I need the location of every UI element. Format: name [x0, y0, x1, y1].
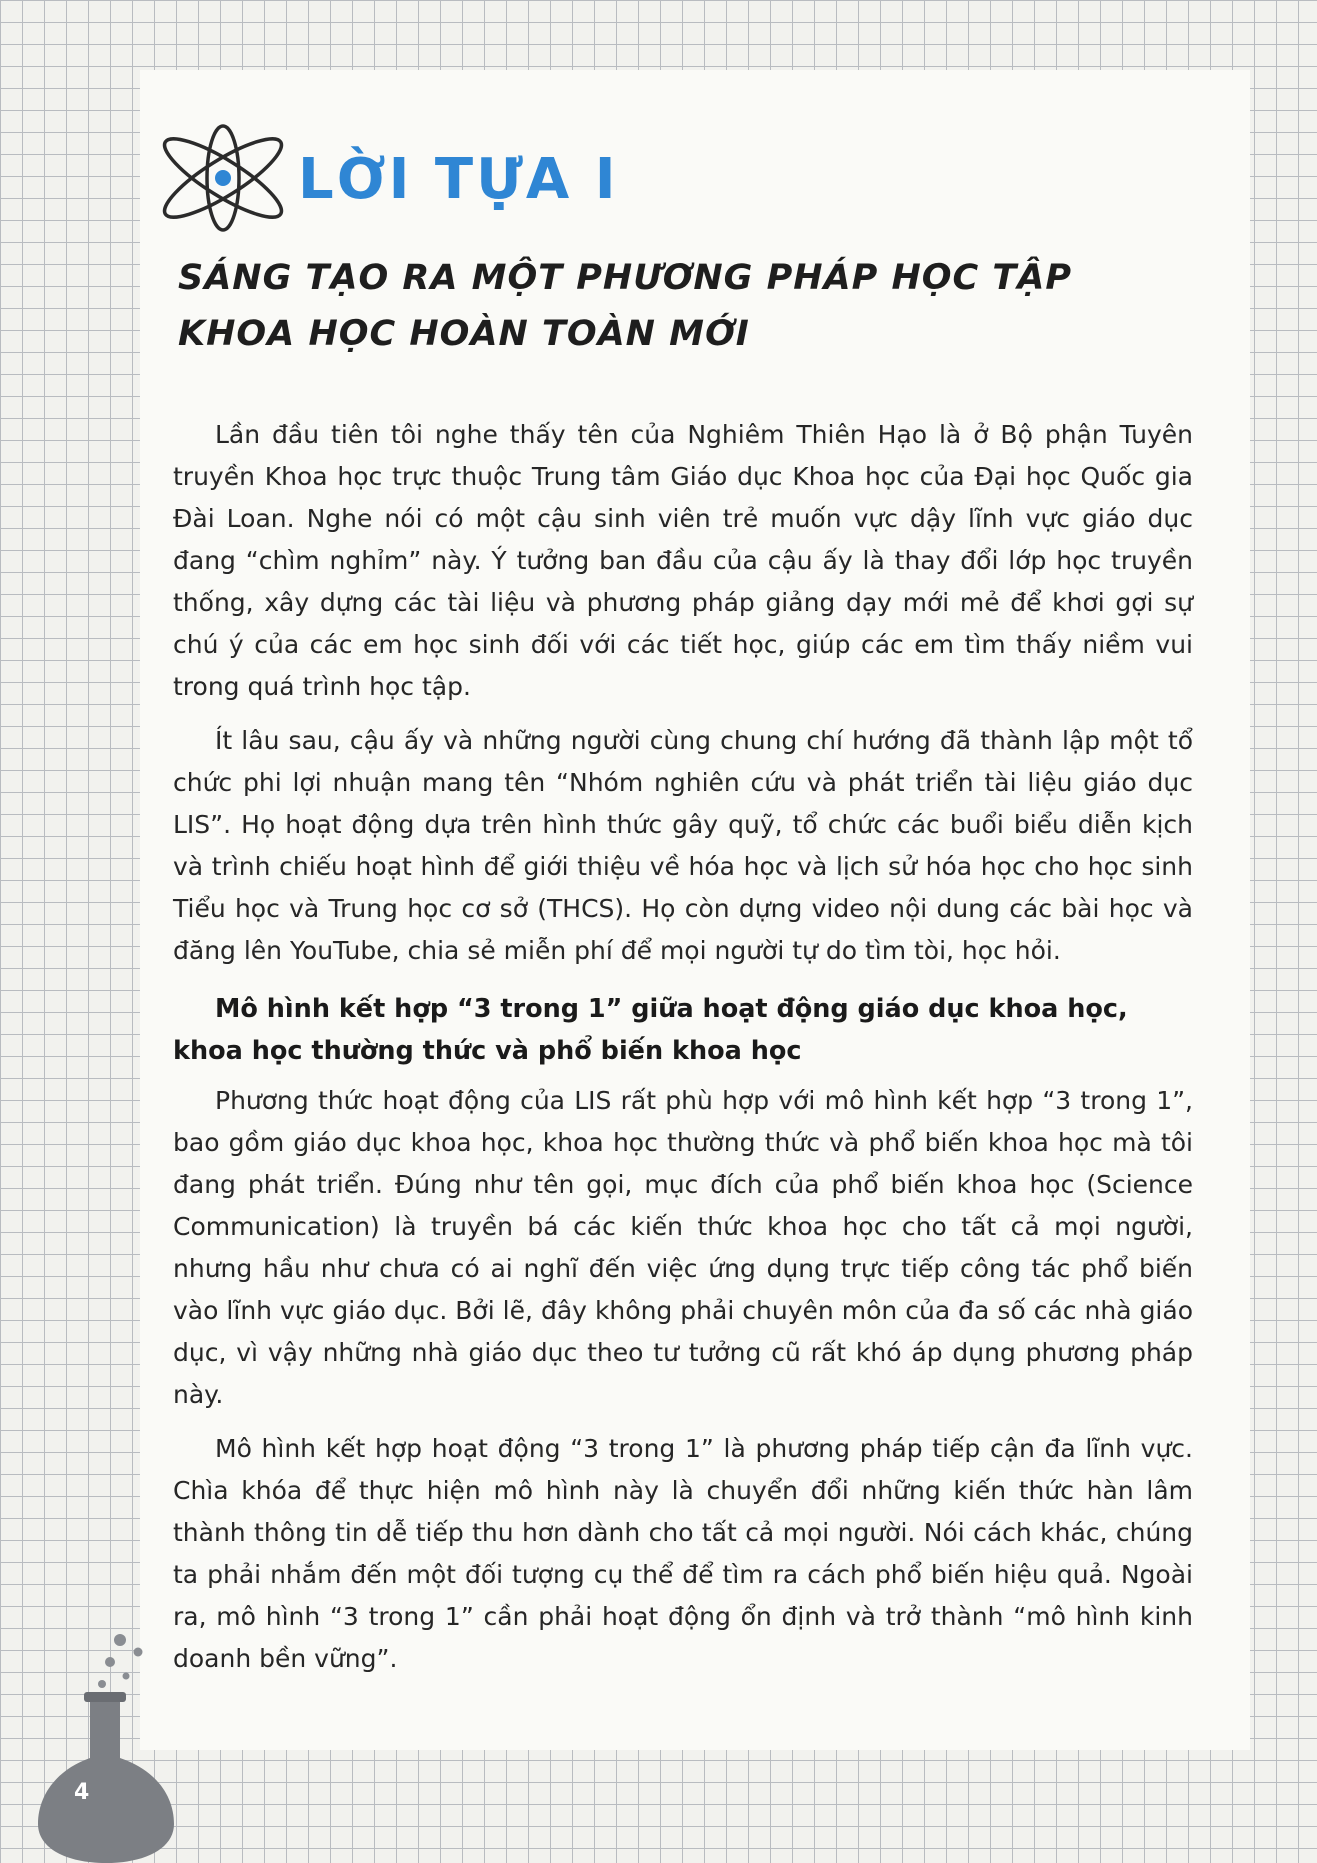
paragraph-lis: Ít lâu sau, cậu ấy và những người cùng chung chí hướng đã thành lập một tổ chức phi lợi nhuận mang tên “Nhóm nghiên cứu và phát triển tài liệu giáo dục LIS”. Họ hoạt động dựa trên hình thức gây quỹ, tổ chức các buổi biểu diễn kịch và trình chiếu hoạt hình để giới thiệu về hóa học và lịch sử hóa học cho học sinh Tiểu học và Trung học cơ sở (THCS). Họ còn dựng video nội dung các bài học và đăng lên YouTube, chia sẻ miễn phí để mọi người tự do tìm tòi, học hỏi. [173, 726, 1193, 965]
paragraph-method: Phương thức hoạt động của LIS rất phù hợp với mô hình kết hợp “3 trong 1”, bao gồm giáo dục khoa học, khoa học thường thức và phổ biến khoa học mà tôi đang phát triển. Đúng như tên gọi, mục đích của phổ biến khoa học (Science Communication) là truyền bá các kiến thức khoa học cho tất cả mọi người, nhưng hầu như chưa có ai nghĩ đến việc ứng dụng trực tiếp công tác phổ biến vào lĩnh vực giáo dục. Bởi lẽ, đây không phải chuyên môn của đa số các nhà giáo dục, vì vậy những nhà giáo dục theo tư tưởng cũ rất khó áp dụng phương pháp này. [173, 1086, 1193, 1409]
preface-title: LỜI TỰA I [298, 147, 619, 212]
paragraph-model: Mô hình kết hợp hoạt động “3 trong 1” là phương pháp tiếp cận đa lĩnh vực. Chìa khóa để thực hiện mô hình này là chuyển đổi những kiến thức hàn lâm thành thông tin dễ tiếp thu hơn dành cho tất cả mọi người. Nói cách khác, chúng ta phải nhắm đến một đối tượng cụ thể để tìm ra cách phổ biến hiệu quả. Ngoài ra, mô hình “3 trong 1” cần phải hoạt động ổn định và trở thành “mô hình kinh doanh bền vững”. [173, 1434, 1193, 1673]
body-text [173, 414, 1193, 1692]
section-heading: Mô hình kết hợp “3 trong 1” giữa hoạt động giáo dục khoa học, khoa học thường thức và phổ biến khoa học [173, 994, 1128, 1066]
chapter-subtitle: SÁNG TẠO RA MỘT PHƯƠNG PHÁP HỌC TẬP KHOA HỌC HOÀN TOÀN MỚI [178, 258, 1072, 354]
flask-icon [28, 1618, 178, 1863]
paragraph-intro: Lần đầu tiên tôi nghe thấy tên của Nghiêm Thiên Hạo là ở Bộ phận Tuyên truyền Khoa học trực thuộc Trung tâm Giáo dục Khoa học của Đại học Quốc gia Đài Loan. Nghe nói có một cậu sinh viên trẻ muốn vực dậy lĩnh vực giáo dục đang “chìm nghỉm” này. Ý tưởng ban đầu của cậu ấy là thay đổi lớp học truyền thống, xây dựng các tài liệu và phương pháp giảng dạy mới mẻ để khơi gợi sự chú ý của các em học sinh đối với các tiết học, giúp các em tìm thấy niềm vui trong quá trình học tập. [173, 420, 1193, 701]
page-number: 4 [74, 1780, 90, 1805]
atom-icon [152, 120, 294, 236]
